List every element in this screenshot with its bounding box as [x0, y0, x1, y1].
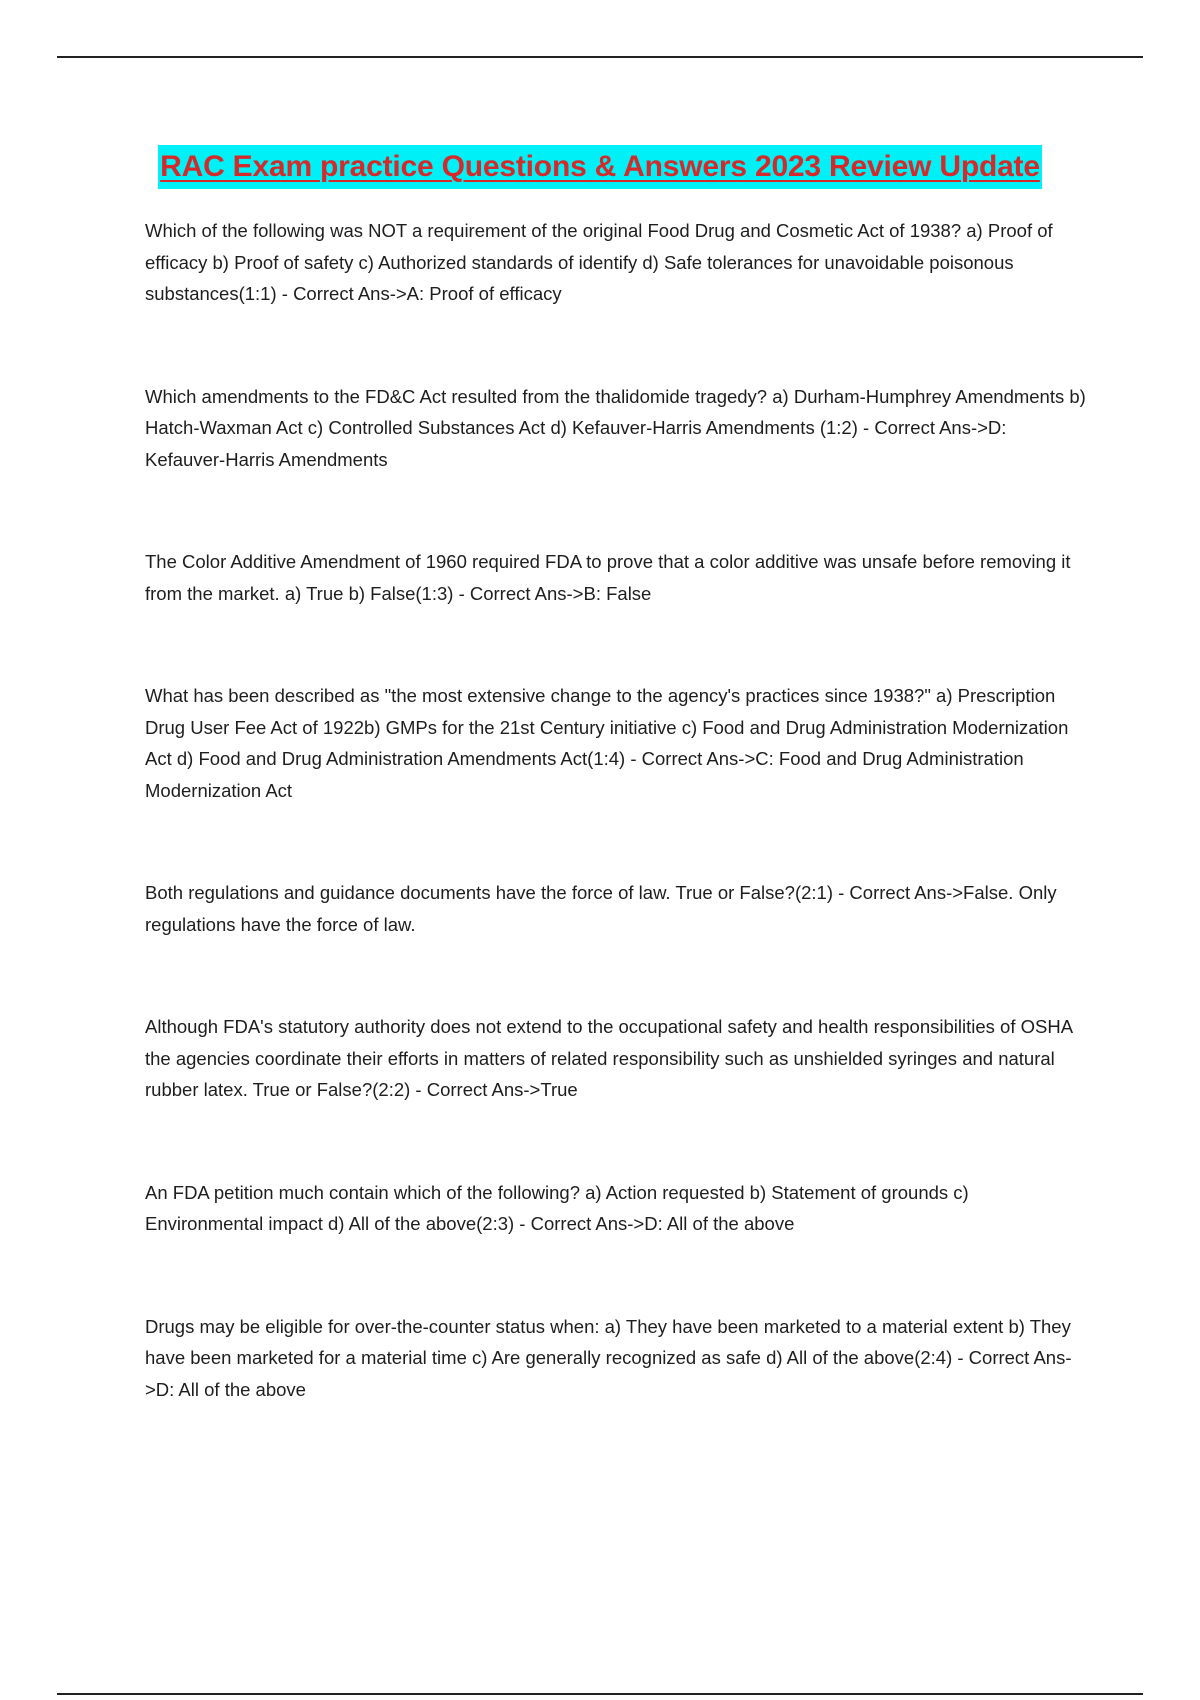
question-item-6: Although FDA's statutory authority does not extend to the occupational safety and health responsibilities of OSHA the agencies coordinate their efforts in matters of related responsibility such as unshielded syringes and natural rubber latex. True or False?(2:2) - Correct Ans->True	[145, 1016, 1073, 1100]
document-title: RAC Exam practice Questions & Answers 2023 Review Update	[158, 145, 1042, 189]
top-rule	[57, 56, 1143, 58]
question-item-7: An FDA petition much contain which of the following? a) Action requested b) Statement of grounds c) Environmental impact d) All of the above(2:3) - Correct Ans->D: All of the above	[145, 1181, 969, 1234]
question-item-5: Both regulations and guidance documents have the force of law. True or False?(2:1) - Correct Ans->False. Only regulations have the force of law.	[145, 882, 1057, 935]
title-container	[0, 145, 1200, 189]
question-list	[145, 215, 1090, 1405]
question-item-2: Which amendments to the FD&C Act resulted from the thalidomide tragedy? a) Durham-Humphrey Amendments b) Hatch-Waxman Act c) Controlled Substances Act d) Kefauver-Harris Amendments (1:2) - Correct Ans->D: Kefauver-Harris Amendments	[145, 385, 1086, 470]
question-item-3: The Color Additive Amendment of 1960 required FDA to prove that a color additive was unsafe before removing it from the market. a) True b) False(1:3) - Correct Ans->B: False	[145, 551, 1071, 604]
question-item-1: Which of the following was NOT a requirement of the original Food Drug and Cosmetic Act of 1938? a) Proof of efficacy b) Proof of safety c) Authorized standards of identify d) Safe tolerances for unavoidable poisonous substances(1:1) - Correct Ans->A: Proof of efficacy	[145, 220, 1053, 304]
bottom-rule	[57, 1693, 1143, 1695]
question-item-8: Drugs may be eligible for over-the-counter status when: a) They have been marketed to a material extent b) They have been marketed for a material time c) Are generally recognized as safe d) All of the above(2:4) - Correct Ans->D: All of the above	[145, 1315, 1072, 1400]
question-item-4: What has been described as "the most extensive change to the agency's practices since 1938?" a) Prescription Drug User Fee Act of 1922b) GMPs for the 21st Century initiative c) Food and Drug Administration Modernization Act d) Food and Drug Administration Amendments Act(1:4) - Correct Ans->C: Food and Drug Administration Modernization Act	[145, 685, 1069, 801]
